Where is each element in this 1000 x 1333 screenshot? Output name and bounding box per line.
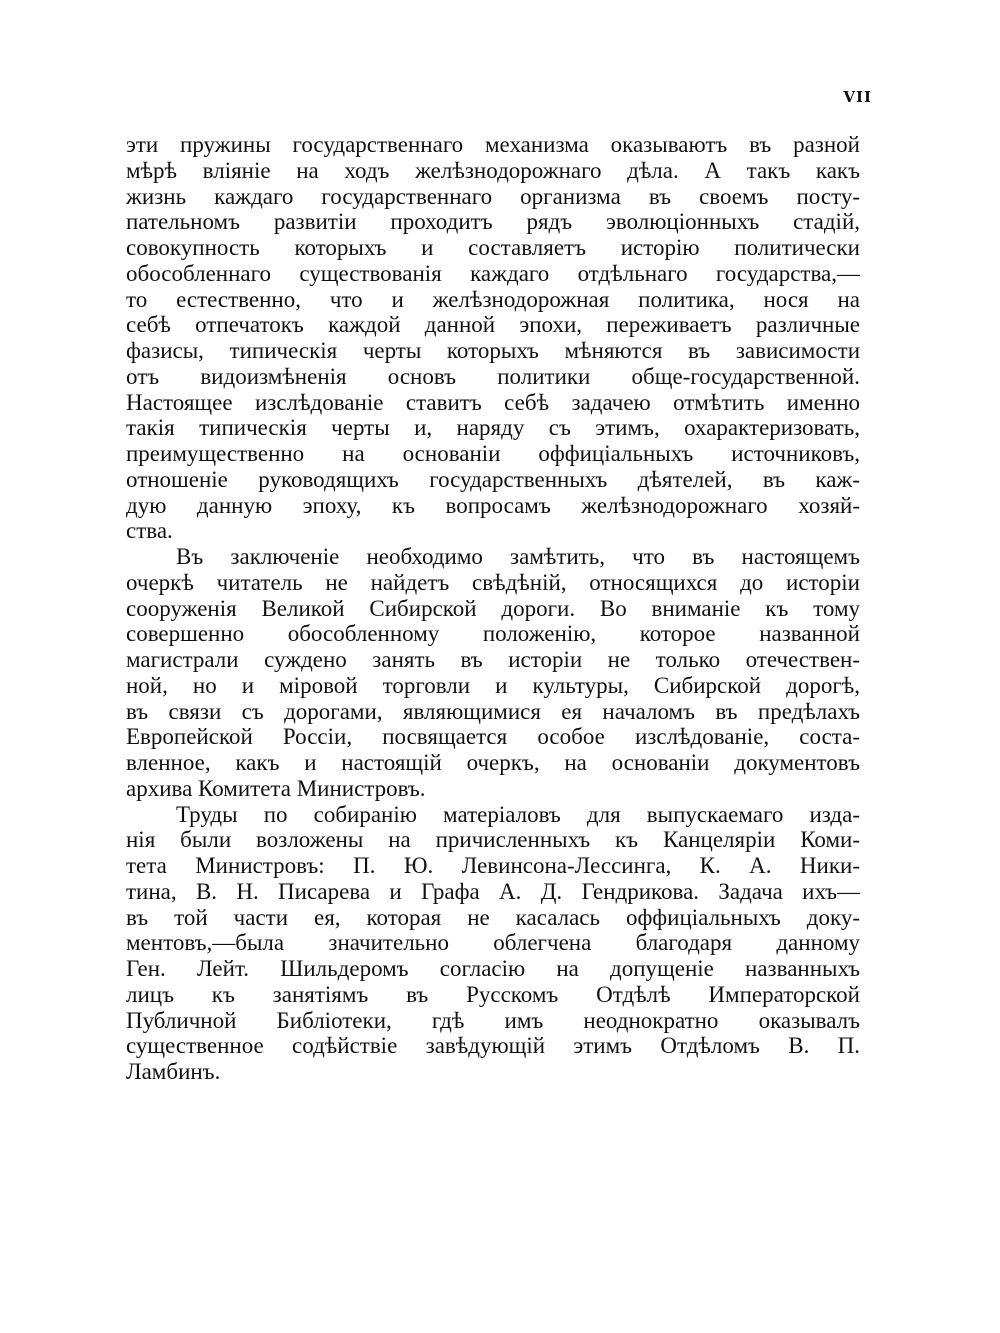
text-line: эти пружины государственнаго механизма оказываютъ въ разной xyxy=(126,132,860,157)
text-line: архива Комитета Министровъ. xyxy=(126,775,426,801)
text-line: пательномъ развитіи проходитъ рядъ эволюціонныхъ стадій, xyxy=(126,209,860,235)
text-line: совершенно обособленному положенію, которое названной xyxy=(126,621,860,647)
text-line: Въ заключеніе необходимо замѣтить, что въ настоящемъ xyxy=(176,544,860,569)
text-line: себѣ отпечатокъ каждой данной эпохи, переживаетъ различные xyxy=(126,312,860,338)
text-line: совокупность которыхъ и составляетъ исторію политически xyxy=(126,235,860,260)
text-line: очеркѣ читатель не найдетъ свѣдѣній, относящихся до исторіи xyxy=(126,569,860,595)
text-line: то естественно, что и желѣзнодорожная политика, нося на xyxy=(126,286,860,312)
text-line: Настоящее изслѣдованіе ставитъ себѣ задачею отмѣтить именно xyxy=(126,389,860,415)
text-line: ства. xyxy=(126,518,173,544)
text-line: отношеніе руководящихъ государственныхъ дѣятелей, въ каж- xyxy=(126,466,860,492)
text-line: тета Министровъ: П. Ю. Левинсона-Лессинга, К. А. Ники- xyxy=(126,853,860,878)
text-line: лицъ къ занятіямъ въ Русскомъ Отдѣлѣ Императорской xyxy=(126,981,860,1007)
text-line: въ той части ея, которая не касалась оффиціальныхъ доку- xyxy=(126,904,860,930)
page-number: VII xyxy=(843,88,872,106)
text-line: тина, В. Н. Писарева и Графа А. Д. Гендрикова. Задача ихъ— xyxy=(126,878,860,904)
text-line: Публичной Библіотеки, гдѣ имъ неоднократно оказывалъ xyxy=(126,1007,860,1033)
text-line: Ламбинъ. xyxy=(126,1059,221,1084)
text-line: жизнь каждаго государственнаго организма въ своемъ посту- xyxy=(126,183,860,209)
text-line: дую данную эпоху, къ вопросамъ желѣзнодорожнаго хозяй- xyxy=(126,492,860,518)
text-line: отъ видоизмѣненія основъ политики обще-государственной. xyxy=(126,363,860,389)
text-line: существенное содѣйствіе завѣдующій этимъ Отдѣломъ В. П. xyxy=(126,1033,860,1059)
text-line: Европейской Россіи, посвящается особое изслѣдованіе, соста- xyxy=(126,724,860,750)
text-line: магистрали суждено занять въ исторіи не только отечествен- xyxy=(126,647,860,672)
text-line: фазисы, типическія черты которыхъ мѣняются въ зависимости xyxy=(126,338,860,363)
paragraph-2 xyxy=(126,544,860,802)
text-line: ментовъ,—была значительно облегчена благодаря данному xyxy=(126,930,860,956)
text-line: обособленнаго существованія каждаго отдѣльнаго государства,— xyxy=(126,260,860,286)
text-line: вленное, какъ и настоящій очеркъ, на основаніи документовъ xyxy=(126,750,860,775)
text-line: мѣрѣ вліяніе на ходъ желѣзнодорожнаго дѣла. А такъ какъ xyxy=(126,157,860,183)
text-line: нія были возложены на причисленныхъ къ Канцеляріи Коми- xyxy=(126,827,860,853)
paragraph-1 xyxy=(126,132,860,544)
text-line: сооруженія Великой Сибирской дороги. Во вниманіе къ тому xyxy=(126,595,860,621)
text-line: ной, но и міровой торговли и культуры, Сибирской дорогѣ, xyxy=(126,672,860,698)
body-text xyxy=(126,132,860,1085)
text-line: Ген. Лейт. Шильдеромъ согласію на допущеніе названныхъ xyxy=(126,956,860,981)
text-line: такія типическія черты и, наряду съ этимъ, охарактеризовать, xyxy=(126,415,860,441)
text-line: преимущественно на основаніи оффиціальныхъ источниковъ, xyxy=(126,441,860,466)
paragraph-3 xyxy=(126,802,860,1085)
text-line: въ связи съ дорогами, являющимися ея началомъ въ предѣлахъ xyxy=(126,698,860,724)
text-line: Труды по собиранію матеріаловъ для выпускаемаго изда- xyxy=(176,801,860,827)
